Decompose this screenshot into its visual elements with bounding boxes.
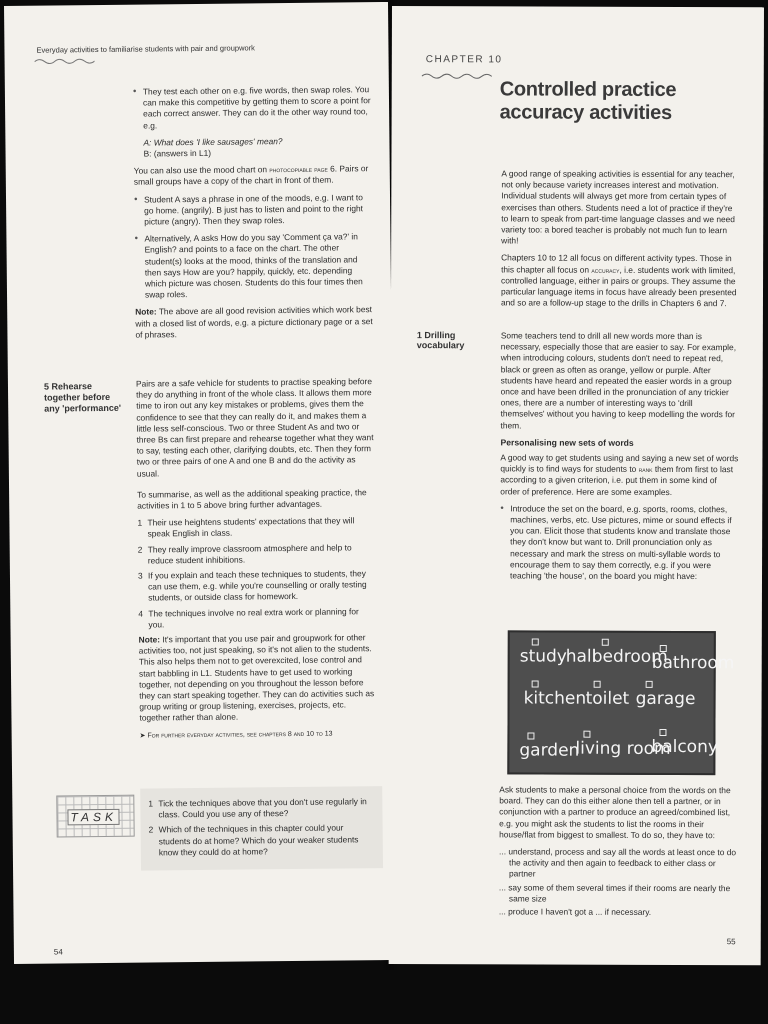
- board-word: bathroom: [651, 652, 735, 674]
- text-run: Chapters 10 to 12 all focus on different activity types. Those in this chapter all focus on: [501, 252, 732, 275]
- note-text: The above are all good revision activities which work best with a closed list of words, e.g. a picture dictionary page or a set of phrases.: [135, 304, 373, 340]
- left-page: [4, 2, 398, 964]
- note-text: It's important that you use pair and groupwork for other activities too, not just speaking, so it's not alien to the students. This also helps them not to get overexcited, lose control and start babbling in L1. Students have to get used to working together, not depending on you throughout the lesson before they can start speaking together. They can do activities such as group writing or group listening, exercises, projects, etc. together rather than alone.: [138, 632, 375, 724]
- after-board-section: [499, 784, 737, 918]
- list-item: [138, 568, 376, 604]
- list-item: [138, 606, 376, 631]
- item-text: The techniques involve no real extra work or planning for you.: [148, 605, 359, 630]
- chapter-title: Controlled practice accuracy activities: [499, 78, 677, 124]
- note-label: Note:: [135, 306, 157, 318]
- stress-mark-icon: [583, 731, 590, 738]
- stress-mark-icon: [602, 639, 609, 646]
- stress-mark-icon: [532, 638, 539, 645]
- board-word: balcony: [651, 736, 718, 758]
- item-text: If you explain and teach these techniques to students, they can use them, e.g. while you're counselling or orally testing students, or outside class for homework.: [147, 568, 367, 603]
- board-word: garden: [519, 740, 580, 761]
- text-run: them from first to last according to a given criterion, i.e. put them in some kind of order of preference. Here are some examples.: [500, 464, 734, 497]
- item-number: 1: [137, 517, 143, 528]
- text-run: 6. Pairs or small groups have a copy of the chart in front of them.: [133, 163, 369, 188]
- cross-reference: photocopiable page: [269, 164, 328, 175]
- cross-reference-text: For further everyday activities, see chapters 8 and 10 to 13: [147, 730, 333, 740]
- ranking-paragraph: [500, 452, 738, 498]
- section-1: [500, 330, 739, 588]
- item-number: 4: [138, 608, 144, 619]
- list-item: ... say some of them several times if their rooms are nearly the same size: [498, 882, 731, 904]
- cross-reference: [140, 728, 378, 742]
- intro-section: [501, 168, 740, 315]
- text-run: , i.e. students work with limited, controlled language, either in pairs or groups. They assume the particular language items in focus have already been presented and so are a follow-up stage to the drills in Chapters 6 and 7.: [500, 264, 737, 309]
- page-number: 55: [726, 937, 736, 947]
- item-number: 1: [148, 798, 154, 809]
- stress-mark-icon: [532, 680, 539, 687]
- board-word: garage: [635, 688, 696, 710]
- intro-paragraph: [501, 253, 739, 310]
- stress-mark-icon: [646, 681, 653, 688]
- list-item: ● Student A says a phrase in one of the moods, e.g. I want to go home. (angrily). B just has to listen and point to the right picture (angry). Then they swap roles.: [134, 192, 372, 228]
- item-number: 2: [148, 824, 154, 835]
- list-item: ... produce I haven't got a ... if necessary.: [498, 906, 652, 917]
- item-text: Their use heightens students' expectations that they will speak English in class.: [147, 515, 355, 539]
- section-1-paragraph: Some teachers tend to drill all new words more than is necessary, especially those that are easier to say. For example, when introducing colours, students don't need to repeat red, black or green as often as orange, yellow or purple. After students have heard and repeated the easier words in a group once and have been drilled in the pronunciation of any trickier ones, there are a number of interesting ways to 'drill themselves' without you having to keep modelling the words for them.: [500, 330, 737, 431]
- running-head: Everyday activities to familiarise students with pair and groupwork: [36, 43, 255, 55]
- list-item: [137, 515, 375, 540]
- after-board-paragraph: Ask students to make a personal choice from the words on the board. They can do this either alone then tell a partner, or in conjunction with a partner to produce an agreed/combined list, e.g. you might ask the students to list the rooms in their house/flat from biggest to smallest. To do so, they have to:: [499, 784, 731, 840]
- task-list: [148, 796, 377, 862]
- subheading: Personalising new sets of words: [500, 437, 634, 448]
- list-item: ● They test each other on e.g. five words, then swap roles. You can make this competitive by getting them to score a point for each correct answer. They can do it the other way round too, e.g.: [133, 84, 371, 131]
- arrow-icon: ➤: [139, 732, 148, 740]
- right-page: [389, 6, 764, 965]
- item-text: Which of the techniques in this chapter could your students do at home? Which do your weaker students know they could do at home?: [158, 822, 359, 858]
- item-number: 3: [137, 570, 143, 581]
- keyword: accuracy: [591, 265, 620, 275]
- section-heading: 1 Drilling vocabulary: [416, 330, 465, 351]
- note-paragraph: [135, 305, 373, 341]
- item-text: They really improve classroom atmosphere and help to reduce student inhibitions.: [147, 542, 352, 566]
- list-item: [148, 796, 376, 821]
- squiggle-decoration-icon: [35, 57, 95, 66]
- text-run: You can also use the mood chart on: [133, 164, 270, 176]
- stress-mark-icon: [527, 732, 534, 739]
- board-word: hall: [565, 646, 597, 667]
- stress-mark-icon: [660, 645, 667, 652]
- keyword: rank: [638, 465, 653, 475]
- text-run: A good way to get students using and saying a new set of words quickly is to find ways for students to: [500, 452, 739, 475]
- note-paragraph: [139, 632, 378, 724]
- left-column-bottom: [136, 376, 378, 741]
- list-item: [149, 823, 377, 859]
- page-number: 54: [53, 947, 63, 957]
- note-label: Note:: [138, 634, 161, 645]
- chapter-label: CHAPTER 10: [425, 54, 503, 66]
- summary-paragraph: To summarise, as well as the additional speaking practice, the activities in 1 to 5 above bring further advantages.: [137, 487, 367, 511]
- numbered-list: [137, 515, 376, 630]
- list-item: ● Introduce the set on the board, e.g. sports, rooms, clothes, machines, verbs, etc. Use pictures, mime or sound effects if you can. Elicit those that students know and translate those they don't know but want to. Drill pronunciation only as necessary and mark the stress on multi-syllable words to encourage them to say them correctly, e.g. if you were teaching 'the house', on the board you might have:: [500, 503, 738, 582]
- stress-mark-icon: [594, 681, 601, 688]
- board-word: study: [519, 646, 567, 667]
- intro-paragraph: A good range of speaking activities is essential for any teacher, not only because variety increases interest and motivation. Individual students will always get more from certain types of exercises than others. Students need a lot of practice if they're to learn to speak from part-time language classes and we need variety too: a bored teacher is probably not much fun to learn with!: [501, 168, 735, 246]
- task-label: TASK: [67, 809, 120, 826]
- list-item: ● Alternatively, A asks How do you say 'Comment ça va?' in English? and points to a face on the chart. The other student(s) looks at the mood, thinks of the translation and then says How are you? happily, quickly, etc. depending which picture was chosen. Students do this four times then swap roles.: [134, 231, 373, 301]
- item-number: 2: [137, 544, 143, 555]
- squiggle-decoration-icon: [422, 72, 496, 80]
- left-column-top: [133, 84, 374, 347]
- board-word: bedroom: [591, 646, 668, 667]
- task-grid-icon: [56, 795, 134, 838]
- dialogue-line-b: B: (answers in L1): [143, 147, 212, 159]
- mood-chart-paragraph: [134, 163, 372, 188]
- blackboard-figure: [507, 630, 735, 775]
- item-text: Tick the techniques above that you don't use regularly in class. Could you use any of these?: [158, 796, 367, 820]
- board-word: kitchen: [523, 688, 587, 709]
- list-item: [138, 542, 376, 567]
- board-word: toilet: [585, 688, 630, 709]
- list-item: ... understand, process and say all the words at least once to do the activity and then again to feedback to either class or partner: [499, 846, 737, 879]
- section-heading: 5 Rehearse together before any 'performance': [43, 381, 122, 414]
- section-5-paragraph: Pairs are a safe vehicle for students to practise speaking before they do anything in front of the whole class. It allows them more time to iron out any key mistakes or problems, gives them the confidence to see that they can really do it, and makes them a little less self-conscious. Two or three Student As and two or three Bs can first prepare and rehearse together what they want to say, testing each other, clarifying doubts, etc. Then they form two or three pairs of one A and one B and do the activity as usual.: [135, 376, 374, 479]
- dialogue-line-a: A: What does 'I like sausages' mean?: [143, 135, 283, 148]
- board-word: living room: [575, 738, 671, 759]
- stress-mark-icon: [659, 729, 666, 736]
